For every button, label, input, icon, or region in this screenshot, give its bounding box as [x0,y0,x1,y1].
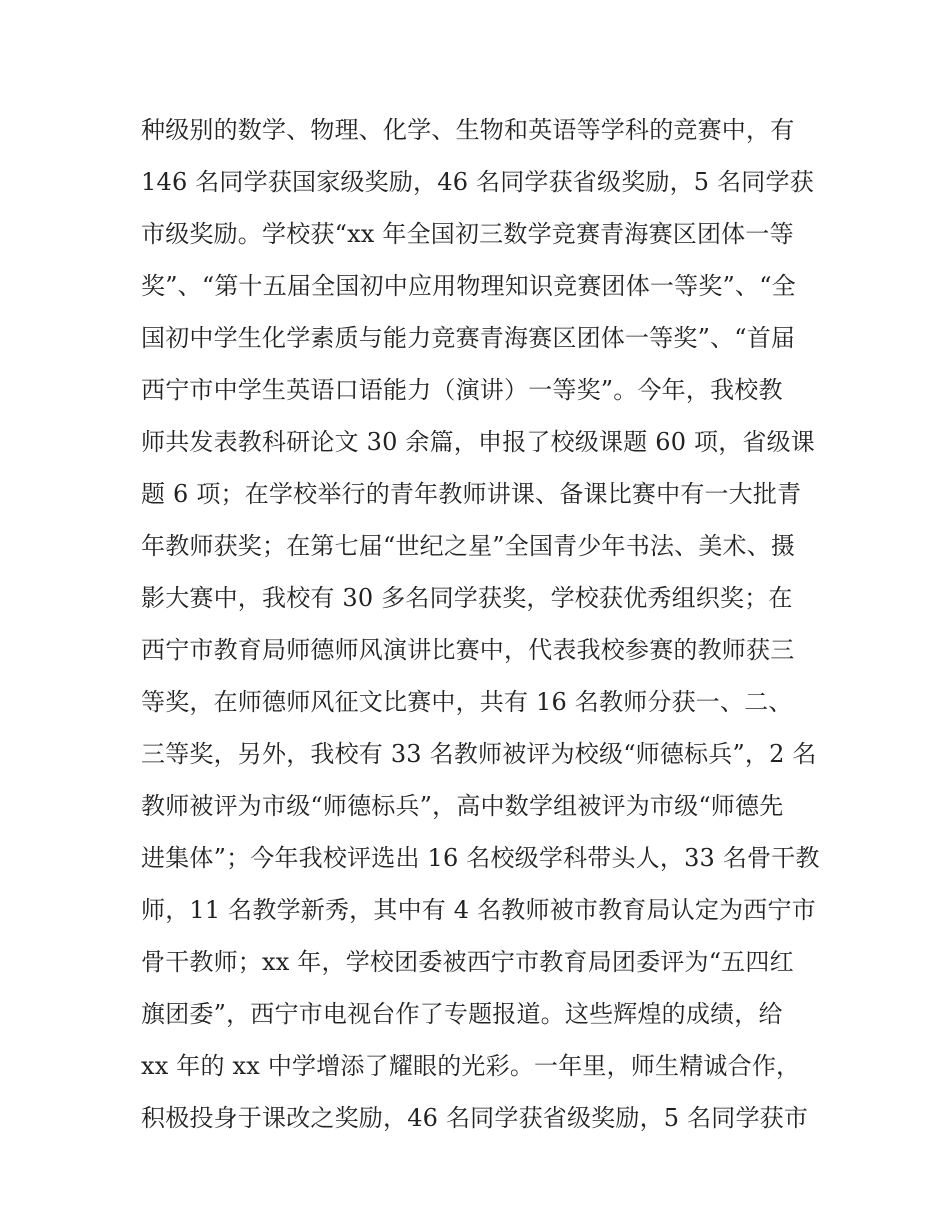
text-line: 进集体”；今年我校评选出 16 名校级学科带头人，33 名骨干教 [141,844,820,872]
text-line: 师，11 名教学新秀，其中有 4 名教师被市教育局认定为西宁市 [141,896,816,924]
text-line: 积极投身于课改之奖励，46 名同学获省级奖励，5 名同学获市 [141,1104,809,1132]
text-line: 西宁市中学生英语口语能力（演讲）一等奖”。今年，我校教 [141,376,783,404]
text-line: 146 名同学获国家级奖励，46 名同学获省级奖励，5 名同学获 [141,168,814,196]
text-line: 年教师获奖；在第七届“世纪之星”全国青少年书法、美术、摄 [141,532,796,560]
text-line: 骨干教师；xx 年，学校团委被西宁市教育局团委评为“五四红 [141,948,794,976]
text-line: 奖”、“第十五届全国初中应用物理知识竞赛团体一等奖”、“全 [141,272,796,300]
text-line: xx 年的 xx 中学增添了耀眼的光彩。一年里，师生精诚合作， [141,1052,801,1080]
text-line: 师共发表教科研论文 30 余篇，申报了校级课题 60 项，省级课 [141,428,815,456]
body-text [141,104,821,1144]
text-line: 教师被评为市级“师德标兵”，高中数学组被评为市级“师德先 [141,792,784,820]
text-line: 影大赛中，我校有 30 多名同学获奖，学校获优秀组织奖；在 [141,584,793,612]
text-line: 西宁市教育局师德师风演讲比赛中，代表我校参赛的教师获三 [141,636,795,664]
text-line: 旗团委”，西宁市电视台作了专题报道。这些辉煌的成绩，给 [141,1000,783,1028]
text-line: 市级奖励。学校获“xx 年全国初三数学竞赛青海赛区团体一等 [141,220,794,248]
text-line: 三等奖，另外，我校有 33 名教师被评为校级“师德标兵”，2 名 [141,740,817,768]
text-line: 等奖，在师德师风征文比赛中，共有 16 名教师分获一、二、 [141,688,793,716]
text-line: 题 6 项；在学校举行的青年教师讲课、备课比赛中有一大批青 [141,480,802,508]
text-line: 国初中学生化学素质与能力竞赛青海赛区团体一等奖”、“首届 [141,324,796,352]
text-line: 种级别的数学、物理、化学、生物和英语等学科的竞赛中，有 [141,116,795,144]
